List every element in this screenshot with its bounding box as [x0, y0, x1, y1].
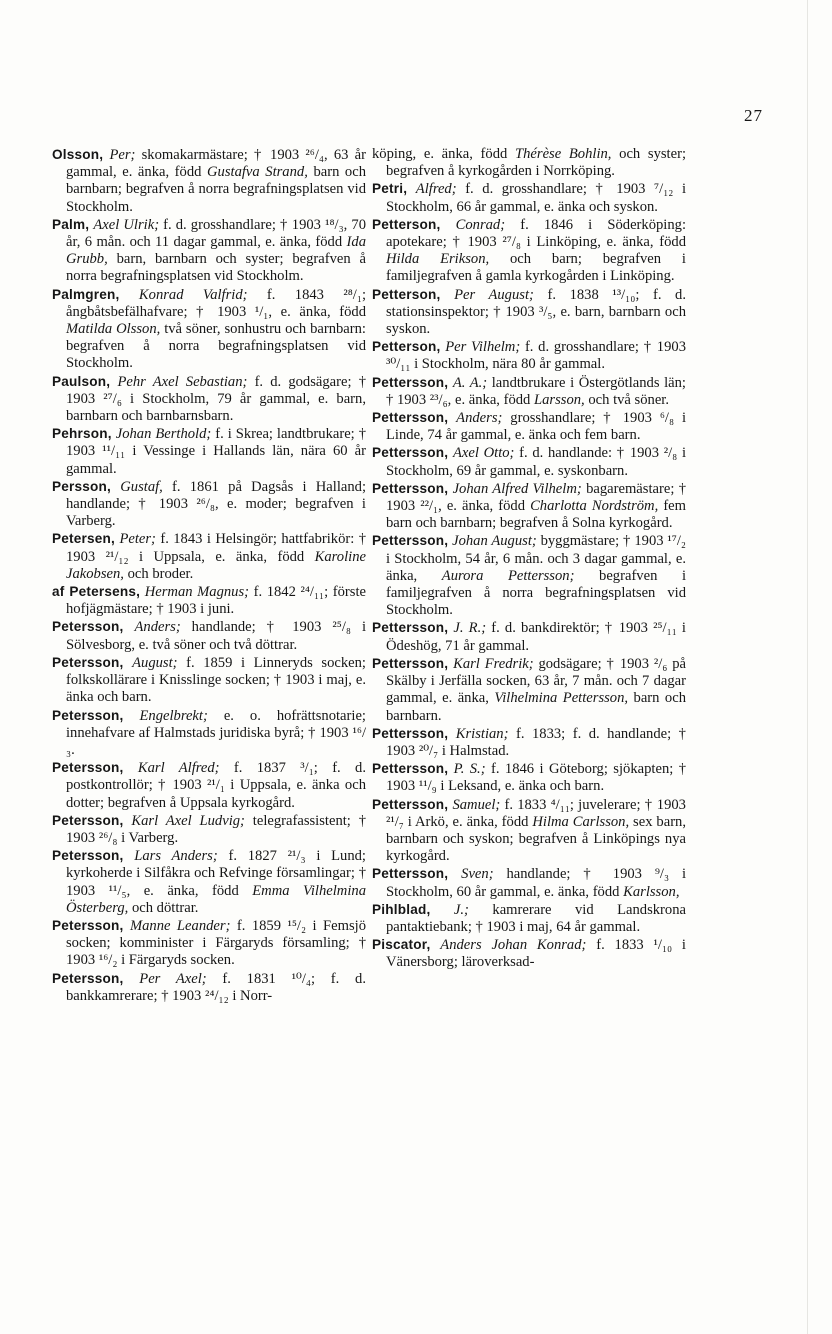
- entry-details: f. 1842 ²⁴/₁₁; förste hofjägmästare; † 1903 i juni.: [66, 584, 366, 618]
- obituary-entry: [52, 425, 366, 478]
- entry-given-names: Alfred;: [415, 181, 457, 198]
- entry-spouse-name: Ida Grubb,: [66, 234, 366, 268]
- entry-spouse-name: Karoline Jakobsen,: [66, 548, 366, 582]
- entry-details-continued: sex barn, barnbarn och syskon; begrafven å Linköpings nya kyrkogård.: [386, 813, 686, 865]
- entry-details: f. 1837 ³/₁; f. d. postkontrollör; † 1903 ²¹/₁ i Uppsala, e. änka och dotter; begrafven å Uppsala kyrkogård.: [66, 760, 367, 811]
- entry-details: grosshandlare; † 1903 ⁶/₈ i Linde, 74 år gammal, e. änka och fem barn.: [386, 410, 686, 444]
- entry-surname: Pettersson,: [372, 533, 449, 549]
- entry-details: f. 1846 i Söderköping: apotekare; † 1903 ²⁷/₈ i Linköping, e. änka, född: [386, 216, 687, 251]
- entry-spouse-name: Matilda Olsson,: [66, 321, 161, 338]
- entry-details: kamrerare vid Landskrona pantaktiebank; † 1903 i maj, 64 år gammal.: [386, 901, 686, 935]
- entry-given-names: Per August;: [454, 286, 534, 303]
- entry-given-names: Johan Berthold;: [115, 426, 212, 443]
- entry-details: f. d. godsägare; † 1903 ²⁷/₆ i Stockholm, 79 år gammal, e. barn, barnbarn och barnbarnsbarn.: [66, 373, 366, 425]
- entry-details: f. 1827 ²¹/₃ i Lund; kyrkoherde i Silfåkra och Refvinge församlingar; † 1903 ¹¹/₅, e. änka, född: [66, 848, 366, 899]
- entry-given-names: Pehr Axel Sebastian;: [117, 373, 248, 390]
- entry-spouse-name: Hilda Erikson,: [386, 251, 490, 268]
- obituary-entry: [52, 759, 366, 812]
- entry-details: landtbrukare i Östergötlands län; † 1903 ²³/₆, e. änka, född: [386, 374, 686, 408]
- obituary-entry: [372, 865, 686, 900]
- entry-surname: Petersson,: [52, 970, 124, 986]
- entry-spouse-name: Aurora Pettersson;: [441, 567, 575, 584]
- entry-details-continued: och syster; begrafven å kyrkogården i Norrköping.: [386, 146, 686, 180]
- entry-surname: Paulson,: [52, 373, 111, 389]
- entry-spouse-name: Gustafva Strand,: [207, 164, 308, 181]
- entry-details-continued: och broder.: [127, 565, 194, 582]
- entry-surname: Petersson,: [52, 654, 124, 670]
- obituary-entry: [372, 796, 686, 866]
- entry-details: f. 1838 ¹³/₁₀; f. d. stationsinspektor; † 1903 ³/₅, e. barn, barnbarn och syskon.: [386, 286, 686, 338]
- obituary-entry: [372, 901, 686, 936]
- obituary-entry: [372, 180, 686, 215]
- entry-surname: Palm,: [52, 216, 90, 232]
- entry-spouse-name: Charlotta Nordström,: [530, 498, 659, 515]
- entry-surname: Pettersson,: [372, 620, 449, 636]
- entry-given-names: Karl Axel Ludvig;: [131, 812, 245, 829]
- entry-surname: Petterson,: [372, 339, 441, 355]
- entry-given-names: Kristian;: [455, 725, 509, 742]
- obituary-entry: [372, 286, 686, 339]
- entry-given-names: Karl Fredrik;: [453, 655, 534, 672]
- entry-surname: Pihlblad,: [372, 901, 431, 917]
- entry-details: f. 1843 i Helsingör; hattfabrikör: † 1903 ²¹/₁₂ i Uppsala, e. änka, född: [66, 531, 366, 565]
- entry-details: f. 1833 ¹/₁₀ i Vänersborg; läroverksad-: [386, 937, 686, 971]
- entry-spouse-name: Thérèse Bohlin,: [515, 146, 612, 162]
- entry-surname: Pettersson,: [372, 866, 449, 882]
- entry-details: f. 1831 ¹⁰/₄; f. d. bankkamrerare; † 1903 ²⁴/₁₂ i Norr-: [66, 970, 367, 1004]
- page-edge-rule: [807, 0, 808, 1334]
- obituary-entry: [52, 373, 366, 426]
- entry-given-names: J. R.;: [453, 620, 487, 637]
- entry-surname: Petersson,: [52, 917, 124, 933]
- entry-surname: Palmgren,: [52, 286, 120, 302]
- entry-details: f. d. grosshandlare; † 1903 ³⁰/₁₁ i Stockholm, nära 80 år gammal.: [386, 339, 686, 373]
- obituary-entry: [52, 216, 366, 286]
- entry-details: f. d. handlande: † 1903 ²/₈ i Stockholm, 69 år gammal, e. syskonbarn.: [386, 445, 686, 479]
- obituary-entry: [52, 707, 366, 760]
- entry-surname: Petersen,: [52, 531, 116, 547]
- obituary-entry: [372, 619, 686, 654]
- entry-given-names: Johan August;: [452, 533, 537, 550]
- right-column: [372, 146, 686, 972]
- entry-details: f. d. grosshandlare; † 1903 ¹⁸/₃, 70 år, 6 mån. och 11 dagar gammal, e. änka, född: [66, 216, 366, 251]
- entry-surname: Pettersson,: [372, 761, 449, 777]
- entry-surname: Pettersson,: [372, 374, 449, 390]
- obituary-entry: [52, 654, 366, 707]
- entry-given-names: Karl Alfred;: [137, 760, 220, 777]
- entry-given-names: Axel Ulrik;: [93, 216, 160, 233]
- entry-surname: Pehrson,: [52, 426, 112, 442]
- entry-details: f. 1833 ⁴/₁₁; juvelerare; † 1903 ²¹/₇ i Arkö, e. änka, född: [386, 796, 686, 830]
- entry-given-names: Samuel;: [452, 796, 501, 813]
- entry-surname: Pettersson,: [372, 445, 449, 461]
- obituary-entry: [52, 530, 366, 583]
- entry-given-names: Sven;: [461, 866, 494, 883]
- entry-details: f. 1833; f. d. handlande; † 1903 ²⁰/₇ i Halmstad.: [386, 725, 686, 759]
- entry-details-continued: fem barn och barnbarn; begrafven å Solna kyrkogård.: [386, 498, 687, 532]
- obituary-entry: [372, 409, 686, 444]
- entry-surname: Petri,: [372, 181, 408, 197]
- entry-given-names: Anders Johan Konrad;: [440, 937, 587, 954]
- entry-details-continued: och barn; begrafven i familjegrafven å gamla kyrkogården i Linköping.: [386, 251, 686, 285]
- left-column: [52, 146, 366, 1005]
- obituary-entry: [372, 374, 686, 409]
- entry-given-names: Per Axel;: [139, 970, 207, 987]
- obituary-entry: [372, 444, 686, 479]
- entry-details-continued: barn, barnbarn och syster; begrafven å norra begrafningsplatsen vid Stockholm.: [66, 251, 366, 285]
- entry-details: handlande; † 1903 ²⁵/₈ i Sölvesborg, e. två söner och två döttrar.: [66, 619, 366, 653]
- entry-details: f. 1846 i Göteborg; sjökapten; † 1903 ¹¹/₉ i Leksand, e. änka och barn.: [386, 761, 687, 795]
- entry-details: f. 1859 i Linneryds socken; folkskollärare i Knisslinge socken; † 1903 i maj, e. änka och barn.: [66, 654, 366, 706]
- entry-details: f. d. bankdirektör; † 1903 ²⁵/₁₁ i Ödeshög, 71 år gammal.: [386, 620, 686, 654]
- entry-details-continued: och döttrar.: [131, 899, 199, 916]
- entry-given-names: Conrad;: [455, 216, 506, 233]
- entry-details: telegrafassistent; † 1903 ²⁶/₈ i Varberg.: [66, 812, 366, 846]
- entry-spouse-name: Hilma Carlsson,: [532, 813, 630, 830]
- entry-details: bagaremästare; † 1903 ²²/₁, e. änka, född: [386, 480, 686, 515]
- entry-surname: Petersson,: [52, 760, 124, 776]
- entry-given-names: Gustaf,: [120, 478, 163, 495]
- obituary-entry: [52, 812, 366, 847]
- entry-details: byggmästare; † 1903 ¹⁷/₂ i Stockholm, 54 år, 6 mån. och 3 dagar gammal, e. änka,: [386, 533, 686, 584]
- entry-surname: Olsson,: [52, 147, 104, 162]
- entry-given-names: Per Vilhelm;: [445, 339, 521, 356]
- entry-details-continued: begrafven i familjegrafven å norra begrafningsplatsen vid Stockholm.: [386, 567, 686, 619]
- entry-details-continued: två söner, sonhustru och barnbarn: begrafven å norra begrafningsplatsen vid Stockholm.: [66, 321, 366, 372]
- entry-surname: Pettersson,: [372, 725, 449, 741]
- entry-given-names: Manne Leander;: [129, 917, 231, 934]
- entry-given-names: Konrad Valfrid;: [138, 286, 248, 303]
- entry-details: godsägare; † 1903 ²/₆ på Skälby i Jerfälla socken, 63 år, 7 mån. och 7 dagar gammal, e. änka,: [386, 655, 686, 707]
- entry-given-names: Anders;: [456, 410, 503, 427]
- entry-details: f. 1859 ¹⁵/₂ i Femsjö socken; komminister i Färgaryds församling; † 1903 ¹⁶/₂ i Färgaryds socken.: [66, 917, 366, 969]
- entry-spouse-name: Emma Vilhelmina Österberg,: [66, 882, 366, 916]
- entry-surname: Pettersson,: [372, 796, 449, 812]
- obituary-entry: [52, 618, 366, 653]
- entry-surname: Persson,: [52, 478, 112, 494]
- obituary-entry: [52, 847, 366, 917]
- entry-spouse-name: Larsson,: [534, 391, 585, 408]
- obituary-entry: [52, 146, 366, 216]
- obituary-entry: [372, 532, 686, 619]
- obituary-entry: [372, 936, 686, 971]
- entry-given-names: Herman Magnus;: [144, 584, 250, 601]
- entry-surname: Pettersson,: [372, 480, 449, 496]
- entry-details-continued: och två söner.: [588, 391, 670, 408]
- entry-details-continued: barn och barnbarn.: [386, 690, 686, 724]
- entry-details: e. o. hofrättsnotarie; innehafvare af Halmstads juridiska byrå; † 1903 ¹⁶/₃.: [66, 707, 366, 758]
- entry-given-names: Engelbrekt;: [139, 707, 208, 724]
- entry-surname: Piscator,: [372, 937, 431, 953]
- entry-given-names: Anders;: [134, 619, 181, 636]
- entry-given-names: Axel Otto;: [452, 445, 515, 462]
- entry-details: f. d. grosshandlare; † 1903 ⁷/₁₂ i Stockholm, 66 år gammal, e. änka och syskon.: [386, 181, 687, 215]
- obituary-entry: [372, 760, 686, 795]
- entry-surname: af Petersens,: [52, 584, 141, 600]
- entry-details-continued: barn och barnbarn; begrafven å norra begrafningsplatsen vid Stockholm.: [66, 164, 367, 215]
- entry-surname: Petersson,: [52, 707, 124, 723]
- page-number: 27: [744, 106, 763, 125]
- obituary-entry: [52, 583, 366, 618]
- obituary-entry: [372, 655, 686, 725]
- entry-given-names: August;: [132, 654, 178, 671]
- obituary-entry: [372, 725, 686, 760]
- obituary-entry: [52, 970, 366, 1005]
- entry-surname: Pettersson,: [372, 410, 449, 426]
- obituary-entry: [52, 286, 366, 373]
- entry-surname: Petersson,: [52, 619, 124, 635]
- entry-given-names: Johan Alfred Vilhelm;: [452, 480, 582, 497]
- entry-details: f. 1861 på Dagsås i Halland; handlande; † 1903 ²⁶/₈, e. moder; begrafven i Varberg.: [66, 478, 367, 530]
- obituary-entry: [52, 478, 366, 531]
- entry-surname: Petersson,: [52, 812, 124, 828]
- obituary-entry: [372, 216, 686, 286]
- obituary-entry: [372, 480, 686, 533]
- entry-given-names: A. A.;: [452, 374, 488, 391]
- entry-details: f. 1843 ²⁸/₁; ångbåtsbefälhafvare; † 1903 ¹/₁, e. änka, född: [66, 286, 367, 320]
- entry-spouse-name: Karlsson,: [623, 883, 680, 900]
- entry-details: köping, e. änka, född: [372, 146, 508, 162]
- entry-surname: Petterson,: [372, 216, 441, 232]
- obituary-entry: [372, 338, 686, 373]
- entry-given-names: J.;: [453, 901, 469, 918]
- entry-given-names: Lars Anders;: [134, 848, 218, 865]
- entry-given-names: Per;: [109, 147, 136, 163]
- entry-spouse-name: Vilhelmina Pettersson,: [494, 690, 629, 707]
- obituary-entry: [52, 917, 366, 970]
- entry-given-names: Peter;: [119, 531, 156, 548]
- entry-details: handlande; † 1903 ⁹/₃ i Stockholm, 60 år gammal, e. änka, född: [386, 866, 687, 900]
- obituary-entry: [372, 146, 686, 180]
- entry-surname: Petterson,: [372, 286, 441, 302]
- entry-surname: Petersson,: [52, 848, 124, 864]
- entry-details: f. i Skrea; landtbrukare; † 1903 ¹¹/₁₁ i Vessinge i Hallands län, nära 60 år gammal.: [66, 426, 366, 477]
- entry-details: skomakarmästare; † 1903 ²⁶/₄, 63 år gammal, e. änka, född: [66, 147, 366, 181]
- entry-given-names: P. S.;: [453, 761, 486, 778]
- entry-surname: Pettersson,: [372, 655, 449, 671]
